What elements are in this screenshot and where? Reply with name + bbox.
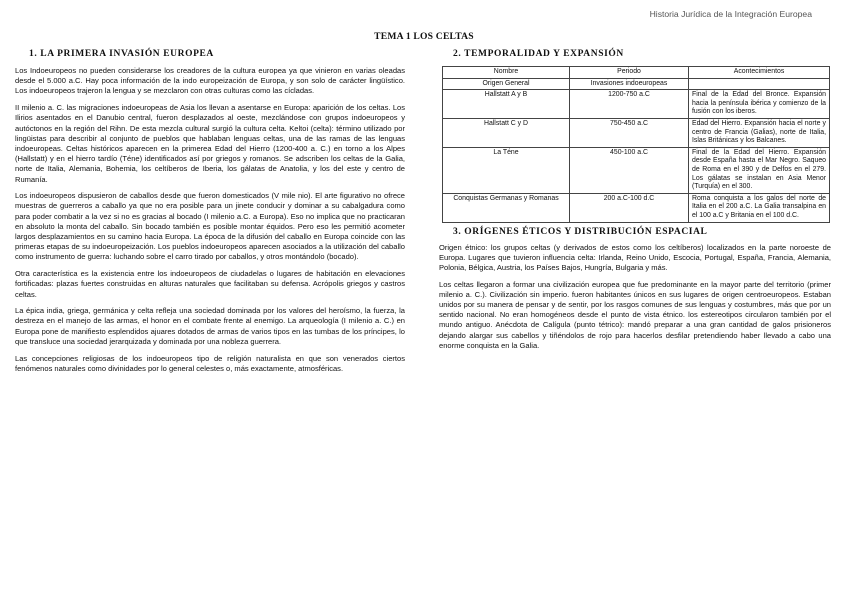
table-subheader-row: [443, 78, 830, 90]
column-header-events: Acontecimientos: [689, 67, 830, 79]
table-row: [443, 118, 830, 147]
row-name: Hallstatt A y B: [443, 90, 570, 119]
section-2-heading: 2. TEMPORALIDAD Y EXPANSIÓN: [453, 49, 624, 59]
table-row: [443, 90, 830, 119]
section-1-paragraph: Los Indoeuropeos no pueden considerarse los creadores de la cultura europea ya que vinieron en varias oleadas desde el 5.000 a.C. Hay poca información de la indo europeización de Europa, y son solo de carácter lingüístico. Los indoeuropeos trajeron la lengua y se mezclaron con otras culturas como las cícladas.: [15, 66, 405, 96]
section-3-paragraph: Origen étnico: los grupos celtas (y derivados de estos como los celtíberos) localizados en la parte noroeste de Europa. Lugares que tuvieron influencia celta: Irlanda, Reino Unido, Escocia, Portugal, España, Francia, Alemania, Polonia, Bélgica, Austria, los Países Bajos, Hungría, Bulgaria y más.: [439, 242, 831, 272]
row-name: Hallstatt C y D: [443, 118, 570, 147]
section-3-paragraph: Los celtas llegaron a formar una civilización europea que fue predominante en la mayor parte del territorio (primer milenio a. C.). Civilización sin imperio. fueron habitantes únicos en sus lugares de origen centroeuropeos. Estaban unidos por su manera de pensar y de sentir, por los rasgos comunes de sus lenguas y costumbres, más que por un sentido nacional. No eran homogéneos desde el punto de vista étnico. los estereotipos circularon también por el mundo antiguo. Anécdota de Calígula (punto tétrico): mandó preparar a una gran cantidad de galos prisioneros dejando alargar sus cabellos y tiñéndolos de rojo para hacerlos desfilar pretendiendo haber llevado a cabo una enorme conquista en la Galia.: [439, 279, 831, 350]
right-column: [439, 49, 831, 358]
row-period: 750-450 a.C: [570, 118, 689, 147]
section-3-heading: 3. ORÍGENES ÉTICOS Y DISTRIBUCIÓN ESPACIAL: [453, 226, 708, 237]
row-period: 450-100 a.C: [570, 147, 689, 193]
row-period: 200 a.C-100 d.C: [570, 193, 689, 222]
subheader-name: Origen General: [443, 78, 570, 90]
running-head: Historia Jurídica de la Integración Europea: [649, 9, 812, 19]
section-1-paragraph: Otra característica es la existencia entre los indoeuropeos de ciudadelas o lugares de habitación en elevaciones fortificadas: plazas fuertes construidas en alturas naturales que facilitaban su defensa. Acrópolis griegos y castros celtas.: [15, 269, 405, 299]
table-header-row: [443, 67, 830, 79]
row-events: Final de la Edad del Bronce. Expansión hacia la península ibérica y comienzo de la fusión con los iberos.: [689, 90, 830, 119]
table-row: [443, 147, 830, 193]
row-events: Edad del Hierro. Expansión hacia el norte y centro de Francia (Galias), norte de Italia, Islas Británicas y los Balcanes.: [689, 118, 830, 147]
subheader-events: [689, 78, 830, 90]
page-title: TEMA 1 LOS CELTAS: [374, 31, 474, 42]
subheader-period: Invasiones indoeuropeas: [570, 78, 689, 90]
section-1-paragraph: Las concepciones religiosas de los indoeuropeos tipo de religión naturalista en que son venerados ciertos fenómenos naturales como divinidades por lo general celestes o, más exactamente, atmosféricas.: [15, 353, 405, 373]
row-name: La Téne: [443, 147, 570, 193]
section-1-paragraph: II milenio a. C. las migraciones indoeuropeas de Asia los llevan a asentarse en Europa: aparición de los celtas. Los Ilirios asentados en el Danubio central, fueron desplazados al oeste, mezclándose con grupos indoeuropeos y autóctonos en la región del Rihn. De esta mezcla cultural surgió la cultura celta. Keltoi (celta): término utilizado por lingüistas para describir al conjunto de pueblos que hablaban lenguas celtas, una de las ramas de las lenguas indoeuropeas. Celtas históricos aparecen en la primerea Edad del Hierro (1200-400 a. C.) en torno a los Alpes (Hallstatt) y en el hierro tardío (Téne) identificados así por griegos y romanos. Se adscriben los celtas de la Galia, norte de Italia, Alemania, Bohemia, los celtíberos de Iberia, los gálatas de Anatolia, y los del este y centro de Rumanía.: [15, 103, 405, 184]
row-name: Conquistas Germanas y Romanas: [443, 193, 570, 222]
section-1-paragraph: La épica india, griega, germánica y celta refleja una sociedad dominada por los valores del heroísmo, la fuerza, la destreza en el manejo de las armas, el honor en el combate frente al enemigo. La arqueología (I milenio a. C.) en Europa pone de manifiesto esplendidos ajuares dotados de armas de varios tipos en las tumbas de los príncipes, lo que transluce una sociedad jerarquizada y dominada por una nobleza guerrera.: [15, 306, 405, 346]
timeline-table: [442, 66, 830, 223]
row-events: Roma conquista a los galos del norte de Italia en el 200 a.C. La Galia transalpina en el 100 a.C y Britania en el 100 d.C.: [689, 193, 830, 222]
column-header-period: Periodo: [570, 67, 689, 79]
table-row: [443, 193, 830, 222]
section-1-paragraph: Los indoeuropeos dispusieron de caballos desde que fueron domesticados (V mile nio). El arte figurativo no ofrece muestras de guerreros a caballo ya que no era posible para un jinete conducir y dominar a su cabalgadura como para poder combatir a la vez si no es gracias al bocado (I milenio a.C. a Europa). Eso no implica que no practicaran en absoluto la monta del caballo. Sin bocado también es posible montar équidos. Pero eso les permitió acometer largos desplazamientos en su camino hacia Europa. La época de la difusión del caballo en Europa coincide con las primeras etapas de su indoeuropeización. Los pueblos indoeuropeos aparecen asociados a la utilización del caballo como instrumento de guerra: luchando sobre el carro tirado por caballos, y otros montándolo (bocado).: [15, 191, 405, 262]
section-1-heading: 1. LA PRIMERA INVASIÓN EUROPEA: [29, 49, 214, 59]
left-column: [15, 49, 405, 380]
column-header-name: Nombre: [443, 67, 570, 79]
row-period: 1200-750 a.C: [570, 90, 689, 119]
row-events: Final de la Edad del Hierro. Expansión desde España hasta el Mar Negro. Saqueo de Roma en el 390 y de Delfos en el 279. Los gálatas se instalan en Asia Menor (Turquía) en el 300.: [689, 147, 830, 193]
